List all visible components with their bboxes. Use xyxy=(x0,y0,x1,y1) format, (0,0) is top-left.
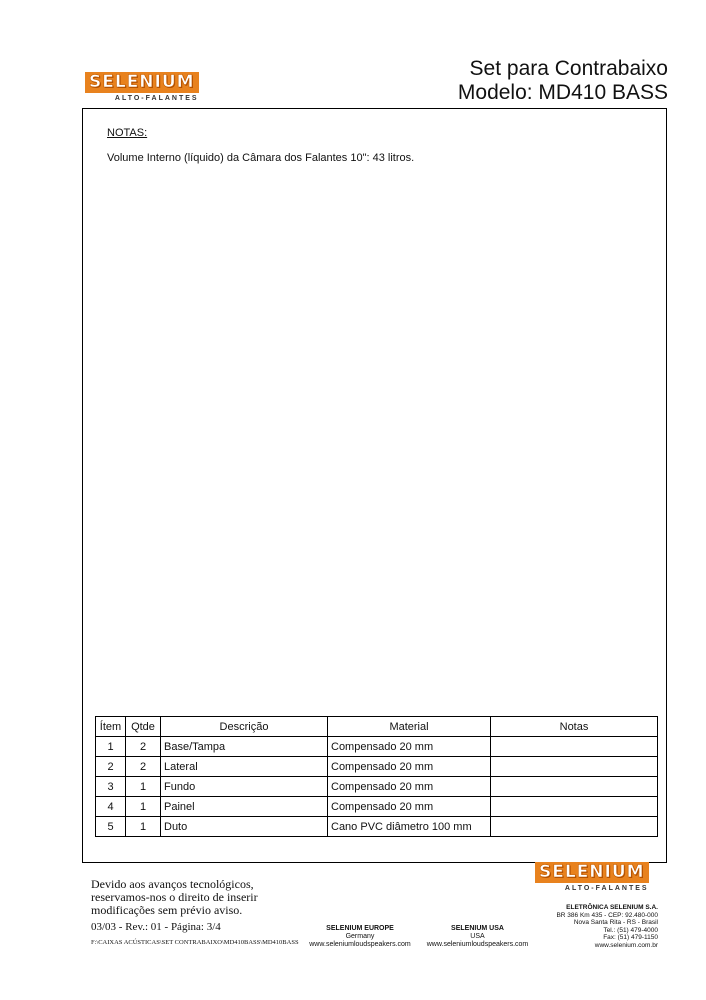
cell-item: 4 xyxy=(96,797,126,817)
disclaimer-text: Devido aos avanços tecnológicos, reservamos-nos o direito de inserir modificações sem prévio aviso. xyxy=(91,877,258,917)
office-europe xyxy=(295,925,425,949)
col-header-material: Material xyxy=(328,717,491,737)
cell-description: Duto xyxy=(161,817,328,837)
selenium-logo-top xyxy=(85,72,199,102)
page-title-line2: Modelo: MD410 BASS xyxy=(457,81,668,104)
col-header-notes: Notas xyxy=(491,717,658,737)
logo-wordmark: SELENIUM xyxy=(535,862,649,883)
cell-notes xyxy=(491,797,658,817)
cell-description: Painel xyxy=(161,797,328,817)
cell-qty: 1 xyxy=(126,797,161,817)
cell-notes xyxy=(491,757,658,777)
logo-subtitle: ALTO-FALANTES xyxy=(564,885,649,892)
table-row xyxy=(96,737,658,757)
company-name: ELETRÔNICA SELENIUM S.A. xyxy=(566,904,658,911)
office-usa xyxy=(415,925,540,949)
table-row xyxy=(96,777,658,797)
notes-text: Volume Interno (líquido) da Câmara dos Falantes 10": 43 litros. xyxy=(107,152,415,164)
cell-item: 3 xyxy=(96,777,126,797)
table-row xyxy=(96,817,658,837)
company-site: www.selenium.com.br xyxy=(594,941,658,949)
selenium-logo-bottom xyxy=(535,862,649,892)
col-header-description: Descrição xyxy=(161,717,328,737)
cell-description: Fundo xyxy=(161,777,328,797)
company-fax: Fax: (51) 479-1150 xyxy=(603,934,658,941)
parts-table xyxy=(95,716,658,837)
cell-notes xyxy=(491,817,658,837)
office-europe-name: SELENIUM EUROPE xyxy=(326,925,394,932)
logo-wordmark: SELENIUM xyxy=(85,72,199,93)
file-path: F:\CAIXAS ACÚSTICAS\SET CONTRABAIXO\MD410BASS\MD410BASS xyxy=(91,939,299,946)
col-header-item: Ítem xyxy=(96,717,126,737)
table-row xyxy=(96,757,658,777)
cell-material: Compensado 20 mm xyxy=(328,777,491,797)
office-usa-site: www.seleniumloudspeakers.com xyxy=(426,941,529,948)
company-address2: Nova Santa Rita - RS - Brasil xyxy=(573,919,658,926)
table-row xyxy=(96,797,658,817)
company-tel: Tel.: (51) 479-4000 xyxy=(603,926,658,934)
company-address1: BR 386 Km 435 - CEP: 92.480-000 xyxy=(556,911,658,919)
cell-material: Compensado 20 mm xyxy=(328,797,491,817)
logo-subtitle: ALTO-FALANTES xyxy=(114,95,199,102)
cell-description: Lateral xyxy=(161,757,328,777)
notes-label: NOTAS: xyxy=(107,127,148,139)
cell-material: Cano PVC diâmetro 100 mm xyxy=(328,817,491,837)
page-title-line1: Set para Contrabaixo xyxy=(469,57,668,80)
cell-notes xyxy=(491,777,658,797)
office-europe-site: www.seleniumloudspeakers.com xyxy=(309,941,411,948)
cell-qty: 2 xyxy=(126,737,161,757)
office-europe-country: Germany xyxy=(345,933,375,940)
cell-description: Base/Tampa xyxy=(161,737,328,757)
col-header-qty: Qtde xyxy=(126,717,161,737)
cell-qty: 1 xyxy=(126,777,161,797)
cell-item: 2 xyxy=(96,757,126,777)
cell-material: Compensado 20 mm xyxy=(328,737,491,757)
cell-qty: 2 xyxy=(126,757,161,777)
cell-qty: 1 xyxy=(126,817,161,837)
cell-item: 1 xyxy=(96,737,126,757)
cell-material: Compensado 20 mm xyxy=(328,757,491,777)
office-usa-country: USA xyxy=(470,933,485,940)
table-header-row xyxy=(96,717,658,737)
revision-info: 03/03 - Rev.: 01 - Página: 3/4 xyxy=(91,921,221,933)
office-usa-name: SELENIUM USA xyxy=(451,925,504,932)
company-info xyxy=(556,904,658,949)
cell-item: 5 xyxy=(96,817,126,837)
cell-notes xyxy=(491,737,658,757)
